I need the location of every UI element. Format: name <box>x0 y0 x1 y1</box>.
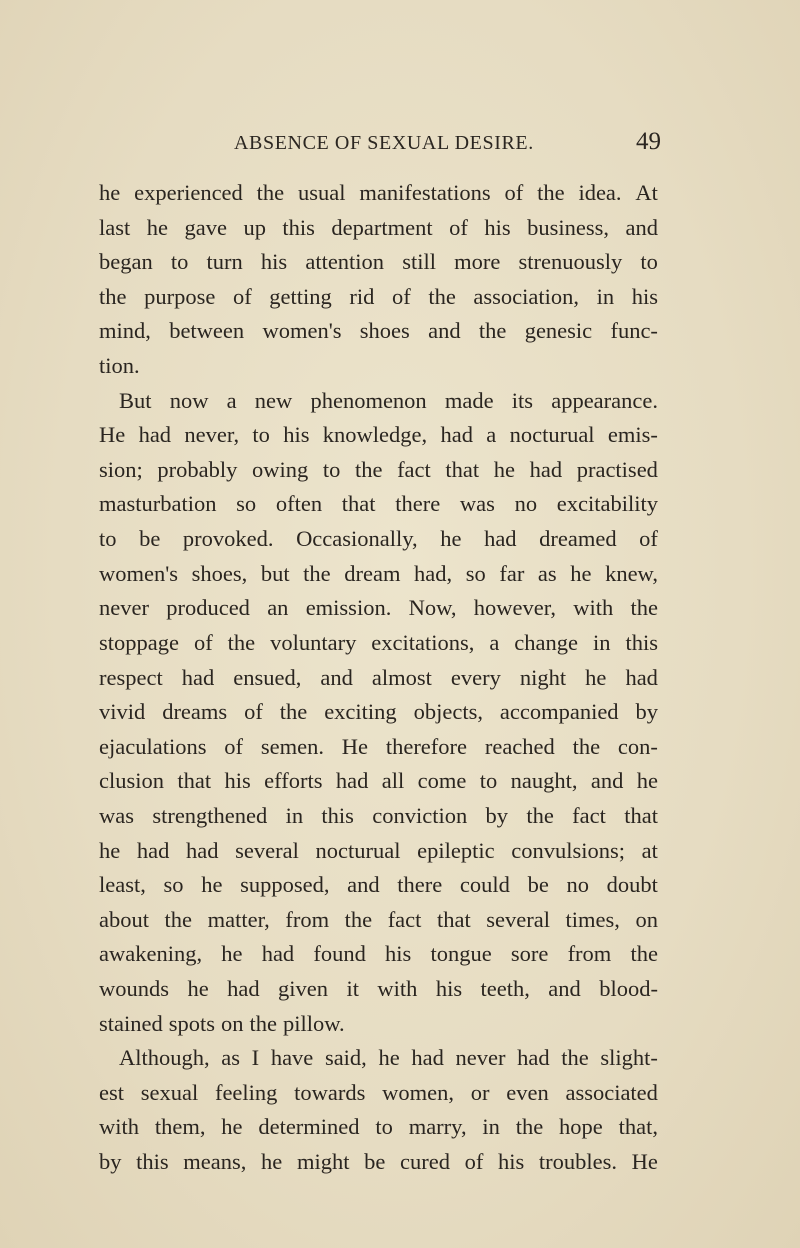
word: had <box>181 664 215 690</box>
word: towards <box>294 1079 366 1105</box>
word: idea. <box>578 180 622 205</box>
word: stoppage <box>99 629 179 655</box>
word: was <box>459 491 495 517</box>
word: women, <box>382 1079 455 1105</box>
word: and <box>347 872 380 898</box>
word: in <box>482 1114 500 1140</box>
word: est <box>99 1079 124 1105</box>
word: awakening, <box>99 941 203 967</box>
text-line <box>99 626 658 661</box>
word: he <box>570 560 592 586</box>
word: in <box>592 629 611 655</box>
word: on <box>221 1010 244 1036</box>
word: had <box>440 422 473 448</box>
word: and <box>320 664 353 690</box>
word: epileptic <box>417 837 495 863</box>
word: be <box>364 1149 386 1175</box>
word: the <box>99 283 127 309</box>
word: be <box>139 526 161 552</box>
word: an <box>267 595 289 621</box>
word: sexual <box>140 1079 199 1105</box>
word: he <box>201 872 223 898</box>
word: matter, <box>207 906 270 932</box>
word: objects, <box>413 699 483 725</box>
word: emis- <box>607 422 658 448</box>
word: usual <box>298 180 346 205</box>
word: in <box>596 283 615 309</box>
word: his <box>260 249 288 275</box>
word: tion. <box>99 353 140 379</box>
word: have <box>270 1045 314 1071</box>
word: that, <box>618 1114 658 1140</box>
word: had <box>335 768 369 794</box>
word: to <box>479 768 498 794</box>
word: of <box>639 526 658 552</box>
text-line <box>99 591 658 626</box>
word: had <box>411 1045 444 1071</box>
text-line <box>99 1007 658 1042</box>
word: semen. <box>260 733 324 759</box>
word: con- <box>617 733 658 759</box>
word: of <box>504 180 524 205</box>
word: reached <box>484 733 555 759</box>
word: ejaculations <box>99 733 207 759</box>
word: convulsions; <box>511 837 626 863</box>
word: teeth, <box>480 976 530 1002</box>
word: exciting <box>324 699 397 725</box>
word: He <box>341 733 369 759</box>
text-line <box>99 245 658 280</box>
word: blood- <box>599 976 658 1002</box>
word: his <box>435 976 463 1002</box>
word: of <box>193 629 213 655</box>
word: by <box>485 802 509 828</box>
word: func- <box>610 318 658 344</box>
word: sore <box>510 941 549 967</box>
word: manifestations <box>359 180 491 205</box>
word: his <box>224 768 251 794</box>
word: to <box>170 249 189 275</box>
word: tongue <box>430 941 492 967</box>
word: masturbation <box>99 491 217 517</box>
word: its <box>511 387 534 413</box>
word: as <box>537 560 557 586</box>
word: sion; <box>99 456 143 482</box>
word: doubt <box>606 872 658 898</box>
word: so <box>465 560 486 586</box>
word: had <box>625 664 658 690</box>
word: rid <box>349 283 375 309</box>
word: purpose <box>144 283 216 309</box>
word: conviction <box>372 802 468 828</box>
word: and <box>548 976 581 1002</box>
word: getting <box>269 283 332 309</box>
word: the <box>478 318 507 344</box>
word: by <box>99 1149 122 1175</box>
word: marry, <box>408 1114 467 1140</box>
word: women's <box>99 560 179 586</box>
word: and <box>590 768 624 794</box>
word: between <box>169 318 245 344</box>
word: often <box>275 491 323 517</box>
word: so <box>163 872 184 898</box>
text-line <box>99 211 658 246</box>
word: the <box>164 906 193 932</box>
text-line <box>99 280 658 315</box>
word: he <box>636 768 658 794</box>
word: fact <box>387 906 422 932</box>
word: associated <box>565 1079 658 1105</box>
text-line <box>99 834 658 869</box>
word: no <box>514 491 538 517</box>
word: all <box>381 768 405 794</box>
word: excitations, <box>371 629 475 655</box>
text-line <box>99 418 658 453</box>
word: several <box>235 837 299 863</box>
word: the <box>354 456 383 482</box>
word: shoes <box>359 318 410 344</box>
word: respect <box>99 664 163 690</box>
word: and <box>625 214 658 240</box>
word: he <box>261 1149 283 1175</box>
word: every <box>450 664 501 690</box>
word: Now, <box>408 595 457 621</box>
word: dreamed <box>539 526 617 552</box>
text-line <box>99 522 658 557</box>
word: vivid <box>99 699 146 725</box>
word: his <box>385 941 412 967</box>
word: of <box>391 283 411 309</box>
word: Occasionally, <box>296 526 418 552</box>
word: spots <box>168 1010 215 1036</box>
word: come <box>417 768 467 794</box>
word: produced <box>166 595 250 621</box>
word: turn <box>206 249 243 275</box>
text-line <box>99 557 658 592</box>
word: or <box>470 1079 490 1105</box>
word: but <box>260 560 290 586</box>
word: the <box>344 906 373 932</box>
word: mind, <box>99 318 151 344</box>
word: provoked. <box>182 526 274 552</box>
word: that <box>436 906 471 932</box>
word: means, <box>183 1149 247 1175</box>
word: feeling <box>214 1079 278 1105</box>
word: fact <box>397 456 431 482</box>
text-line <box>99 1041 658 1076</box>
word: the <box>249 1010 277 1036</box>
word: attention <box>305 249 385 275</box>
word: he <box>493 456 515 482</box>
text-line <box>99 384 658 419</box>
word: his <box>631 283 658 309</box>
word: slight- <box>600 1045 658 1071</box>
word: no <box>566 872 589 898</box>
word: voluntary <box>270 629 357 655</box>
word: now <box>169 387 209 413</box>
word: he <box>99 180 121 205</box>
word: made <box>444 387 494 413</box>
word: efforts <box>264 768 323 794</box>
word: had <box>136 837 170 863</box>
word: I <box>251 1045 260 1071</box>
word: about <box>99 906 149 932</box>
word: on <box>635 906 658 932</box>
word: to <box>252 422 270 448</box>
word: to <box>322 456 341 482</box>
word: more <box>454 249 501 275</box>
word: shoes, <box>191 560 248 586</box>
word: that <box>445 456 480 482</box>
word: still <box>402 249 436 275</box>
word: experienced <box>134 180 243 205</box>
word: the <box>303 560 331 586</box>
word: Although, <box>119 1045 210 1071</box>
word: and <box>428 318 461 344</box>
word: naught, <box>510 768 578 794</box>
word: by <box>635 699 658 725</box>
word: phenomenon <box>310 387 427 413</box>
word: he <box>378 1045 400 1071</box>
word: hope <box>559 1114 603 1140</box>
word: the <box>572 733 601 759</box>
word: even <box>506 1079 549 1105</box>
word: to <box>375 1114 393 1140</box>
word: never, <box>184 422 240 448</box>
word: of <box>224 733 244 759</box>
word: with <box>99 1114 140 1140</box>
word: so <box>236 491 257 517</box>
word: with <box>573 595 614 621</box>
word: his <box>497 1149 525 1175</box>
word: dream <box>344 560 401 586</box>
word: this <box>321 802 354 828</box>
word: he <box>585 664 607 690</box>
word: this <box>136 1149 169 1175</box>
word: the <box>227 629 256 655</box>
word: a <box>489 629 500 655</box>
word: the <box>561 1045 589 1071</box>
word: stained <box>99 1010 163 1036</box>
word: department <box>331 214 433 240</box>
word: never <box>99 595 149 621</box>
word: that <box>177 768 212 794</box>
word: a <box>486 422 497 448</box>
word: of <box>449 214 468 240</box>
word: nocturual <box>509 422 595 448</box>
word: from <box>567 941 612 967</box>
text-line <box>99 1145 658 1180</box>
text-line <box>99 972 658 1007</box>
word: could <box>459 872 510 898</box>
word: almost <box>371 664 432 690</box>
word: gave <box>184 214 227 240</box>
word: He <box>99 422 126 448</box>
word: the <box>279 699 308 725</box>
word: found <box>313 941 366 967</box>
page-number: 49 <box>636 128 661 155</box>
word: had <box>186 837 219 863</box>
word: in <box>285 802 304 828</box>
word: up <box>243 214 266 240</box>
text-line <box>99 176 658 211</box>
word: fact <box>572 802 606 828</box>
text-line <box>99 903 658 938</box>
word: that <box>624 802 658 828</box>
text-line <box>99 661 658 696</box>
word: strengthened <box>152 802 268 828</box>
word: had <box>227 976 260 1002</box>
word: At <box>635 180 658 205</box>
word: the <box>537 180 565 205</box>
word: appearance. <box>551 387 658 413</box>
text-line <box>99 730 658 765</box>
word: change <box>514 629 579 655</box>
word: strenuously <box>518 249 623 275</box>
word: determined <box>258 1114 360 1140</box>
word: excitability <box>556 491 658 517</box>
word: them, <box>154 1114 206 1140</box>
word: the <box>428 283 456 309</box>
word: as <box>221 1045 241 1071</box>
word: had <box>484 526 517 552</box>
word: the <box>515 1114 544 1140</box>
word: had, <box>414 560 453 586</box>
word: said, <box>324 1045 367 1071</box>
word: cured <box>399 1149 450 1175</box>
word: he <box>146 214 168 240</box>
text-line <box>99 314 658 349</box>
word: began <box>99 249 153 275</box>
word: of <box>244 699 263 725</box>
word: last <box>99 214 131 240</box>
word: be <box>527 872 549 898</box>
word: dreams <box>162 699 228 725</box>
text-line <box>99 349 658 384</box>
word: ensued, <box>233 664 302 690</box>
text-line <box>99 799 658 834</box>
word: of <box>232 283 252 309</box>
word: had <box>517 1045 550 1071</box>
word: he <box>187 976 209 1002</box>
word: several <box>486 906 550 932</box>
word: of <box>464 1149 484 1175</box>
text-line <box>99 487 658 522</box>
word: this <box>625 629 658 655</box>
word: however, <box>473 595 556 621</box>
word: might <box>296 1149 350 1175</box>
word: was <box>99 802 134 828</box>
word: there <box>397 872 443 898</box>
word: had <box>138 422 172 448</box>
text-line <box>99 1076 658 1111</box>
word: given <box>278 976 329 1002</box>
word: far <box>499 560 525 586</box>
word: accompanied <box>499 699 619 725</box>
word: there <box>395 491 441 517</box>
word: pillow. <box>283 1010 345 1036</box>
word: genesic <box>524 318 593 344</box>
word: at <box>641 837 658 863</box>
word: times, <box>565 906 620 932</box>
word: had <box>261 941 295 967</box>
word: troubles. <box>538 1149 618 1175</box>
word: to <box>99 526 117 552</box>
word: his <box>283 422 310 448</box>
text-line <box>99 1110 658 1145</box>
word: he <box>99 837 121 863</box>
word: owing <box>251 456 309 482</box>
word: the <box>256 180 285 205</box>
word: knew, <box>605 560 658 586</box>
word: emission. <box>305 595 392 621</box>
text-line <box>99 453 658 488</box>
word: with <box>377 976 418 1002</box>
word: new <box>254 387 293 413</box>
text-line <box>99 937 658 972</box>
word: his <box>484 214 511 240</box>
word: therefore <box>385 733 468 759</box>
word: association, <box>473 283 580 309</box>
word: nocturual <box>315 837 401 863</box>
word: But <box>119 387 152 413</box>
word: least, <box>99 872 146 898</box>
word: he <box>221 941 243 967</box>
word: a <box>226 387 237 413</box>
word: it <box>346 976 359 1002</box>
word: that <box>341 491 376 517</box>
text-line <box>99 868 658 903</box>
word: probably <box>157 456 238 482</box>
word: had <box>529 456 563 482</box>
word: the <box>630 941 658 967</box>
word: business, <box>527 214 609 240</box>
word: supposed, <box>240 872 330 898</box>
word: He <box>631 1149 658 1175</box>
word: from <box>285 906 330 932</box>
word: clusion <box>99 768 164 794</box>
word: he <box>221 1114 243 1140</box>
word: night <box>519 664 567 690</box>
word: to <box>640 249 658 275</box>
body-text <box>99 176 658 1180</box>
word: practised <box>576 456 658 482</box>
text-line <box>99 695 658 730</box>
word: women's <box>262 318 342 344</box>
word: this <box>282 214 315 240</box>
running-head: ABSENCE OF SEXUAL DESIRE. <box>234 132 534 154</box>
word: wounds <box>99 976 170 1002</box>
word: the <box>630 595 658 621</box>
text-line <box>99 764 658 799</box>
word: never <box>455 1045 506 1071</box>
word: the <box>526 802 554 828</box>
word: he <box>440 526 462 552</box>
word: knowledge, <box>322 422 428 448</box>
